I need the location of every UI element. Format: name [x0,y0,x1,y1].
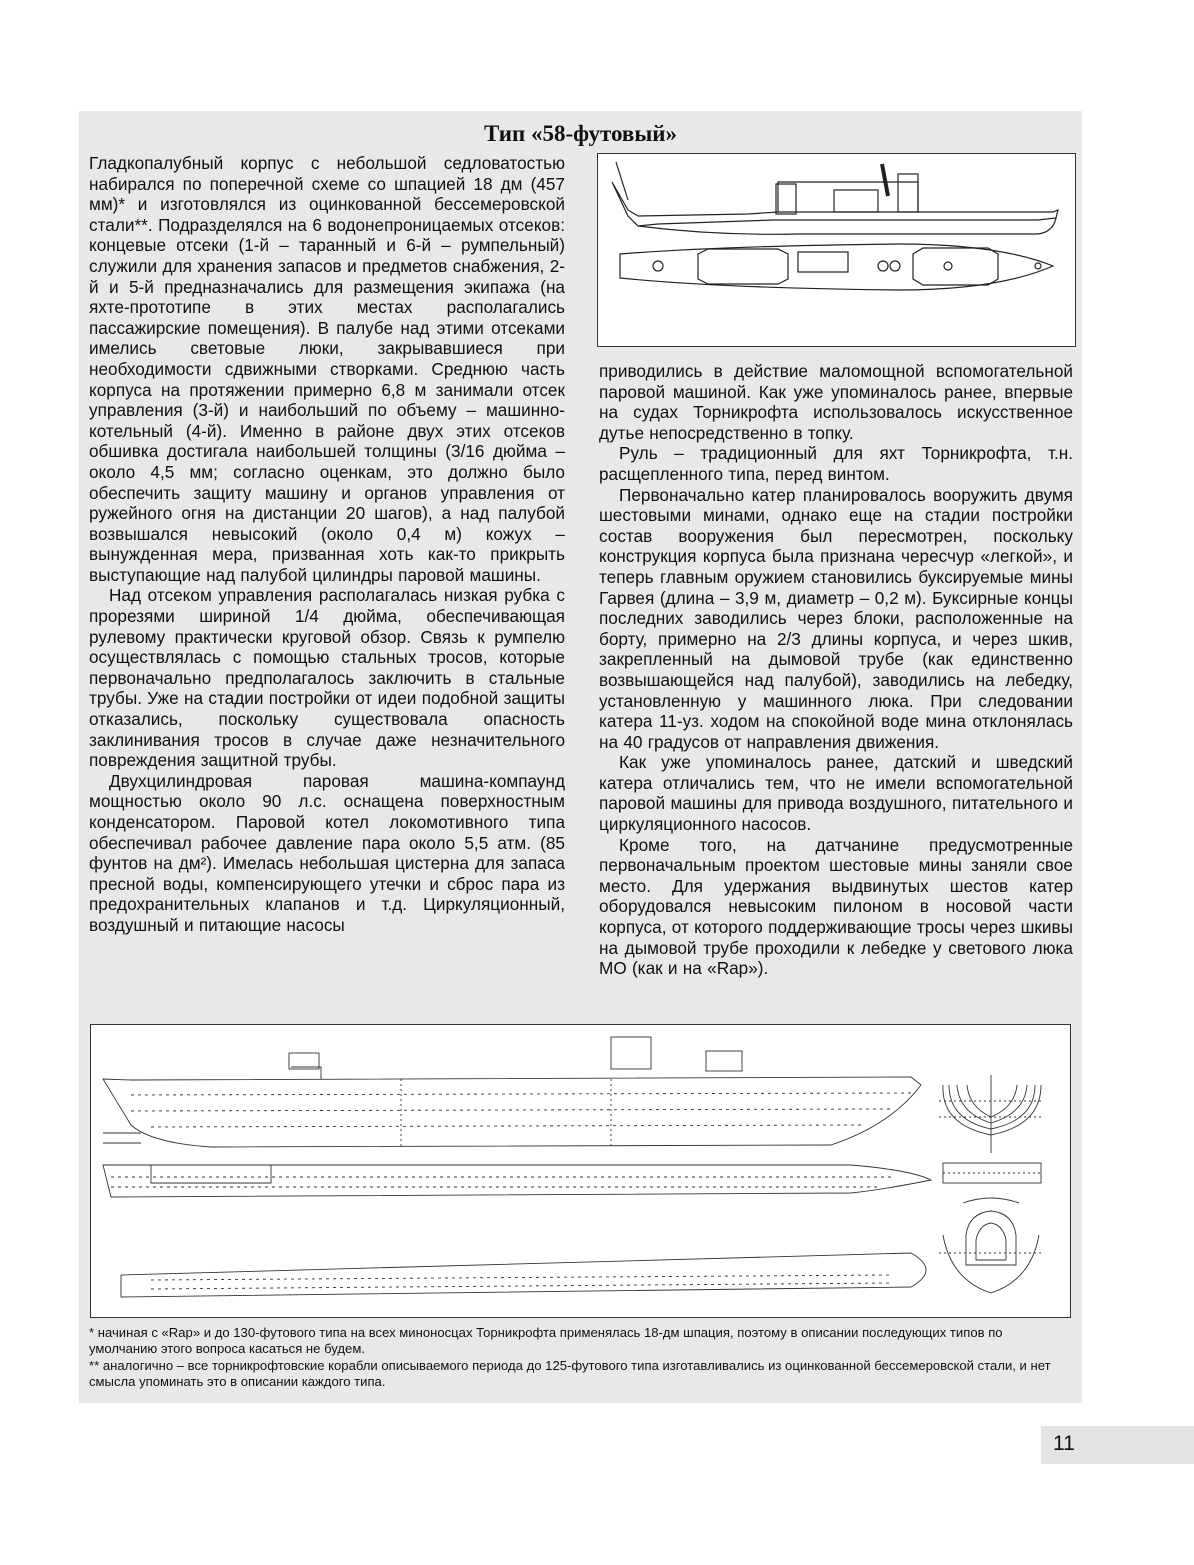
paragraph: Гладкопалубный корпус с небольшой седловатостью набирался по поперечной схеме со шпацией 18 дм (457 мм)* и изготовлялся из оцинкованной бессемеровской стали**. Подразделялся на 6 водонепроницаемых отсеков: концевые отсеки (1-й – таранный и 6-й – румпельный) служили для хранения запасов и предметов снабжения, 2-й и 5-й предназначались для размещения экипажа (на яхте-прототипе в этих местах располагались пассажирские помещения). В палубе над этими отсеками имелись световые люки, закрывавшиеся при необходимости сдвижными створками. Среднюю часть корпуса на протяжении примерно 6,8 м занимали отсек управления (3-й) и наибольший по объему – машинно-котельный (4-й). Именно в районе двух этих отсеков обшивка достигала наибольшей толщины (3/16 дюйма – около 4,5 мм; согласно оценкам, это должно было обеспечить защиту машину и органов управления от ружейного огня на дистанции 20 шагов), а над палубой возвышался невысокий (около 0,4 м) кожух – вынужденная мера, призванная хоть как-то прикрыть выступающие над палубой цилиндры паровой машины. [89,153,565,585]
paragraph: Как уже упоминалось ранее, датский и шведский катера отличались тем, что не имели вспомогательной паровой машины для привода воздушного, питательного и циркуляционного насосов. [599,752,1073,835]
paragraph: Двухцилиндровая паровая машина-компаунд мощностью около 90 л.с. оснащена поверхностным конденсатором. Паровой котел локомотивного типа обеспечивал рабочее давление пара около 5,5 атм. (85 фунтов на дм²). Имелась небольшая цистерна для запаса пресной воды, компенсирующего утечки и сброс пара из предохранительных клапанов и т.д. Циркуляционный, воздушный и питающие насосы [89,770,565,935]
paragraph: Над отсеком управления располагалась низкая рубка с прорезями шириной 1/4 дюйма, обеспечивающая рулевому практически круговой обзор. Связь к румпелю осуществлялась с помощью стальных тросов, которые первоначально предполагалось заключить в стальные трубы. Уже на стадии постройки от идеи подобной защиты отказались, поскольку существовала опасность заклинивания тросов в случае даже незначительного повреждения защитной трубы. [89,585,565,771]
paragraph: Первоначально катер планировалось вооружить двумя шестовыми минами, однако еще на стадии постройки состав вооружения был пересмотрен, поскольку конструкция корпуса была признана чересчур «легкой», и теперь главным оружием становились буксируемые мины Гарвея (длина – 3,9 м, диаметр – 0,2 м). Буксирные концы последних заводились через блоки, расположенные на борту, примерно на 2/3 длины корпуса, и через шкив, закрепленный на дымовой трубе (как единственно возвышающейся над палубой), заводились на лебедку, установленную у машинного люка. При следовании катера 11-уз. ходом на спокойной воде мина отклонялась на 40 градусов от направления движения. [599,484,1073,752]
boat-drawing-large [91,1025,1070,1317]
page-title: Тип «58-футовый» [483,121,678,146]
paragraph: приводились в действие маломощной вспомогательной паровой машиной. Как уже упоминалось ранее, впервые на судах Торникрофта использовалось искусственное дутье непосредственно в топку. [599,361,1073,443]
page-number-box [1041,1426,1194,1464]
footnote: * начиная с «Rap» и до 130-футового типа на всех миноносцах Торникрофта применялась 18-дм шпация, поэтому в описании последующих типов по умолчанию этого вопроса касаться не будем. [89,1325,1003,1357]
article-panel [79,111,1082,1403]
left-text-column [89,153,565,936]
boat-profile-and-deck-plan-figure [597,153,1076,347]
page-number: 11 [1053,1432,1075,1455]
paragraph: Кроме того, на датчанине предусмотренные первоначальным проектом шестовые мины заняли свое место. Для удержания выдвинутых шестов катер оборудовался невысоким пилоном в носовой части корпуса, от которого поддерживающие тросы через шкивы на дымовой трубе проходили к лебедке у светового люка МО (как и на «Rap»). [599,834,1073,979]
footnotes [89,1325,1073,1390]
footnote: ** аналогично – все торникрофтовские корабли описываемого периода до 125-футового типа изготавливались из оцинкованной бессемеровской стали, и нет смысла упоминать это в описании каждого типа. [89,1357,1051,1389]
hull-lines-drawing-figure [90,1024,1071,1318]
right-text-column [599,361,1073,979]
boat-drawing-small [598,154,1075,346]
paragraph: Руль – традиционный для яхт Торникрофта, т.н. расщепленного типа, перед винтом. [599,443,1073,484]
